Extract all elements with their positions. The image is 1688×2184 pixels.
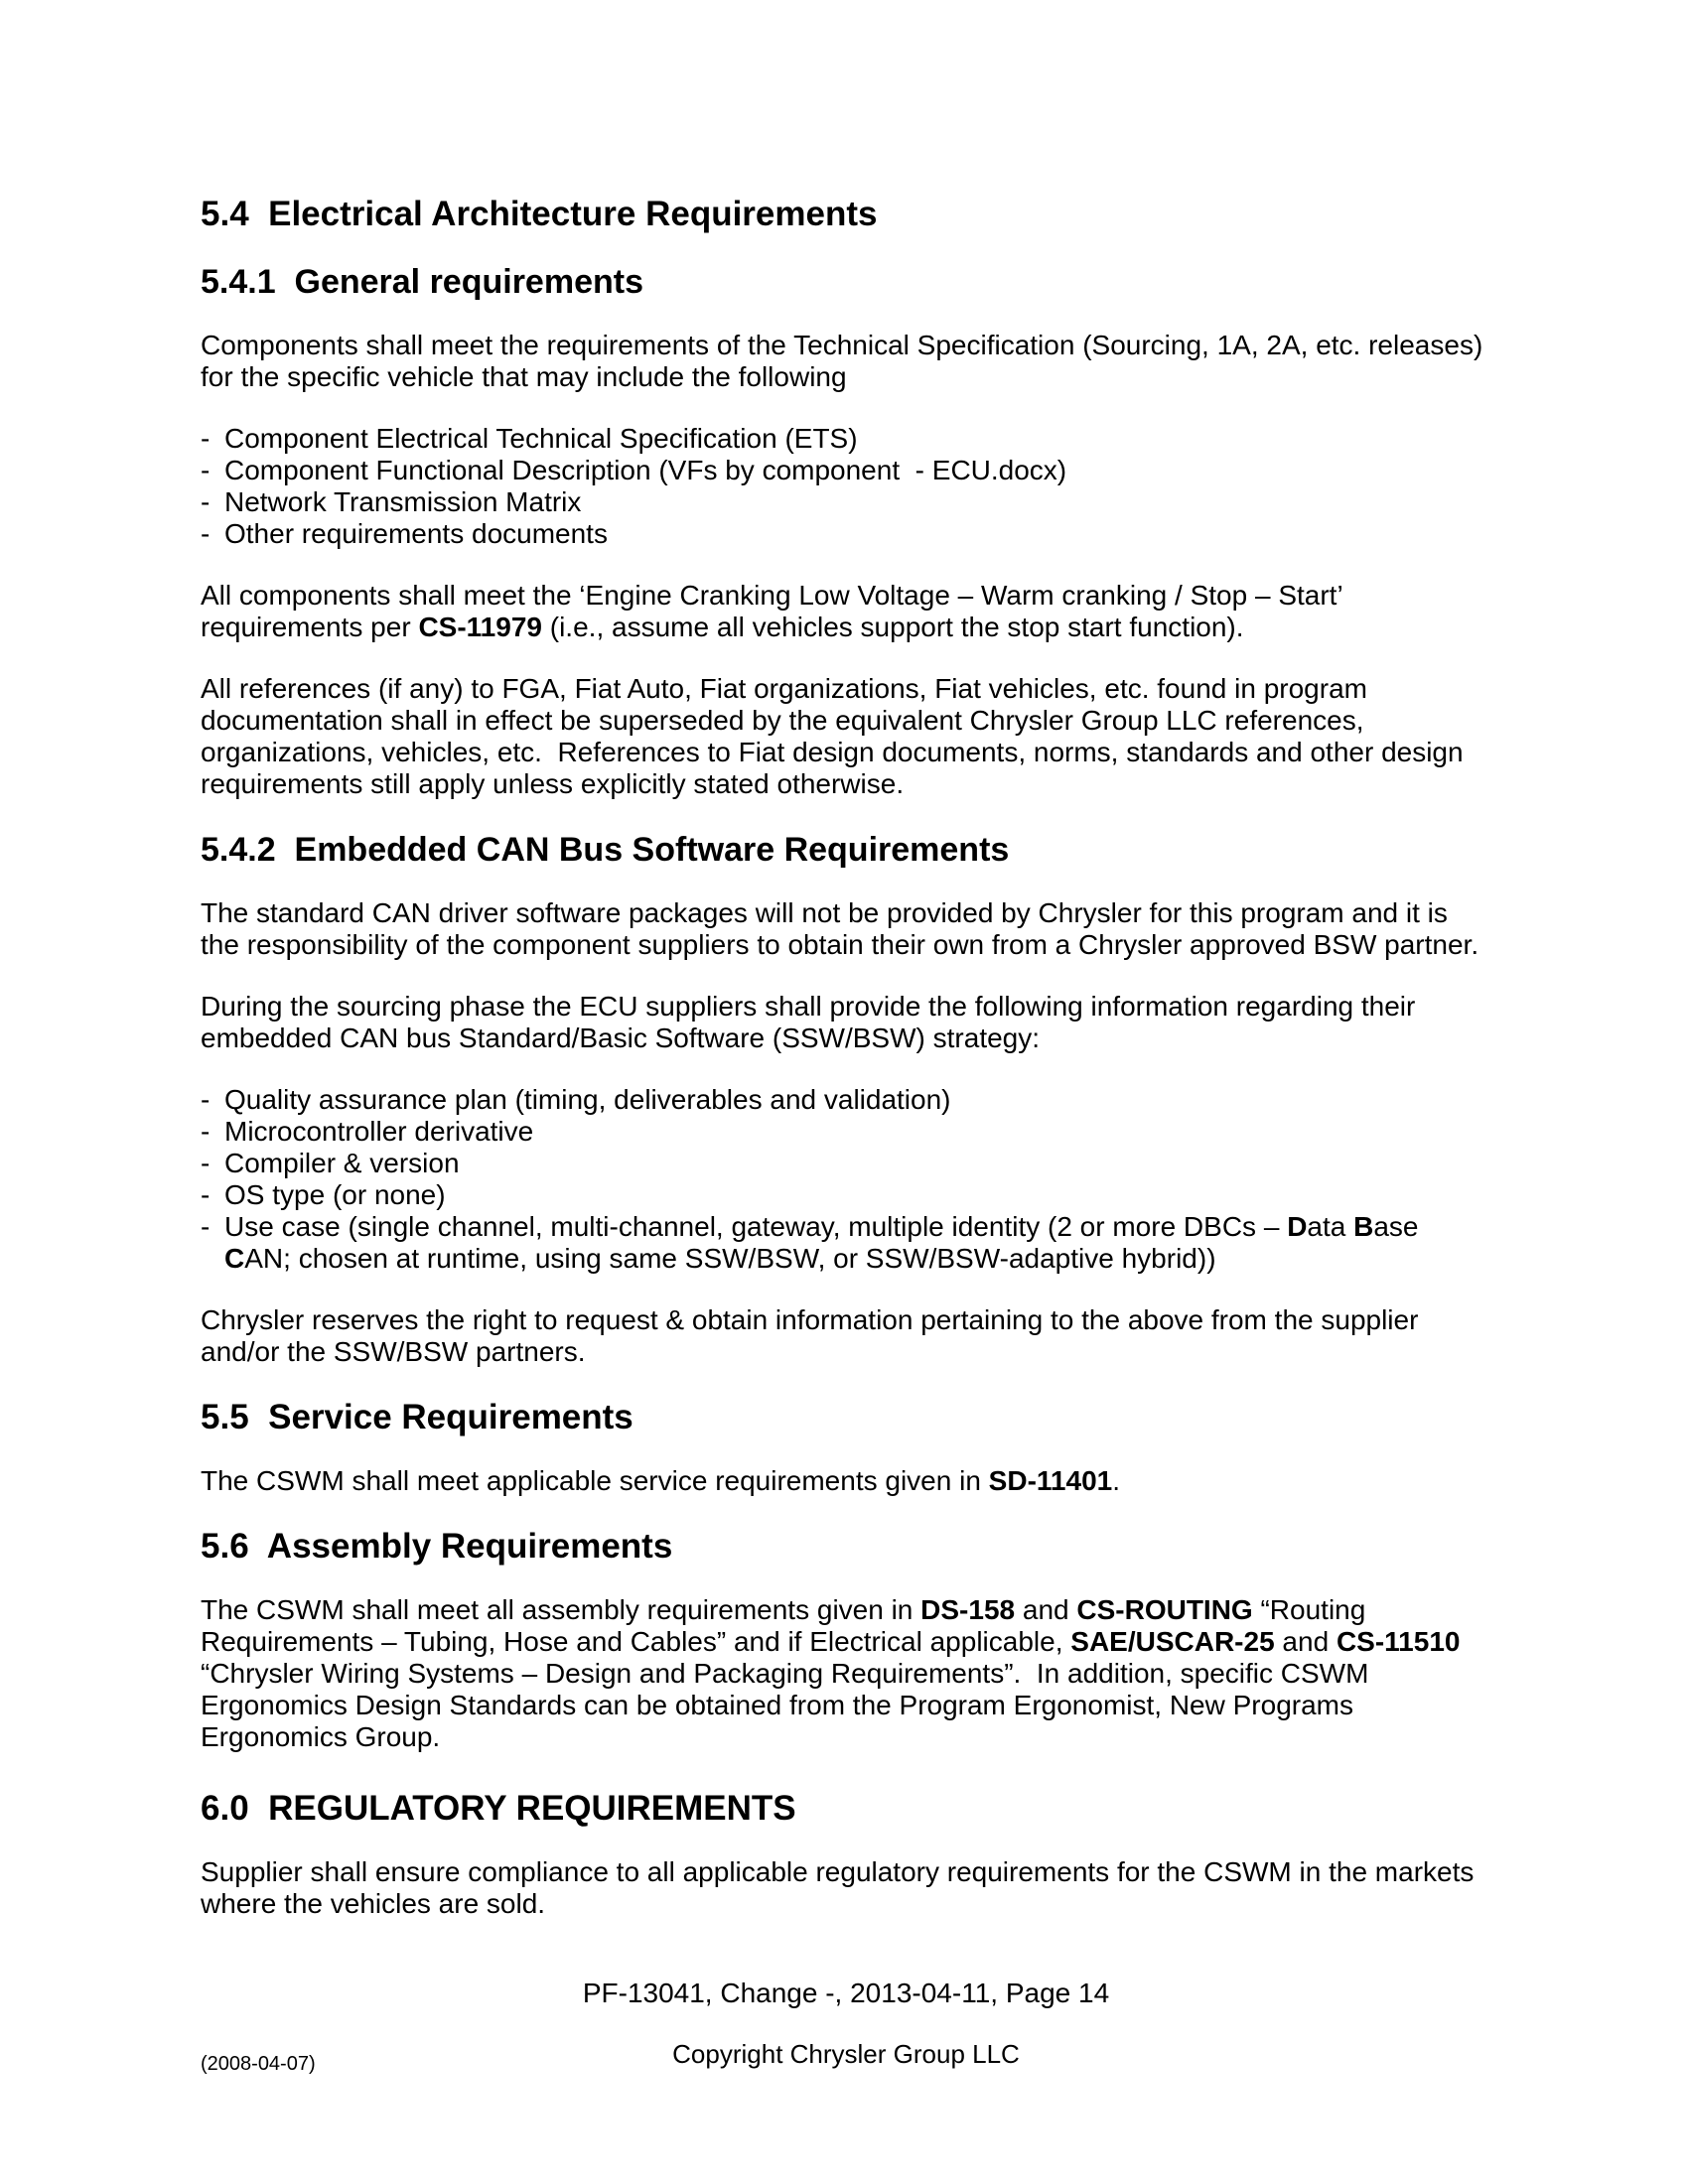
list-item [201,1084,1491,1116]
heading-5-4 [201,195,1491,234]
text-run: Network Transmission Matrix [224,486,582,517]
text-run: All components shall meet the ‘Engine Cranking Low Voltage – Warm cranking / Stop – Start’ requirements per [201,580,1350,642]
text-run: Other requirements documents [224,518,608,549]
bold-text-run: SAE/USCAR-25 [1070,1626,1275,1657]
text-run: OS type (or none) [224,1179,446,1210]
heading-5-4-1 [201,262,1491,302]
heading-5-4-2 [201,830,1491,870]
text-run: Component Functional Description (VFs by component - ECU.docx) [224,455,1067,485]
document-blocks [201,195,1491,1920]
list-item [201,455,1491,486]
list-ssw-bsw-strategy [201,1084,1491,1275]
text-run: “Routing Requirements – Tubing, Hose and Cables” and if Electrical applicable, [201,1594,1374,1657]
bold-text-run: 5.4 Electrical Architecture Requirements [201,195,878,233]
text-run: The standard CAN driver software packages will not be provided by Chrysler for this program and it is the responsibility of the component suppliers to obtain their own from a Chrysler approved BSW partner. [201,897,1479,960]
text-run: and [1274,1626,1336,1657]
text-run: The CSWM shall meet all assembly requirements given in [201,1594,921,1625]
footer-revision-date: (2008-04-07) [201,2053,316,2075]
heading-5-5 [201,1398,1491,1437]
text-run: Quality assurance plan (timing, deliverables and validation) [224,1084,951,1115]
text-run: (i.e., assume all vehicles support the stop start function). [541,612,1244,642]
bold-text-run: D [1287,1211,1308,1242]
bold-text-run: 5.4.1 General requirements [201,263,643,301]
para-sourcing-phase [201,991,1491,1054]
list-item [201,1179,1491,1211]
para-general-intro [201,330,1491,393]
text-run: Use case (single channel, multi-channel, gateway, multiple identity (2 or more DBCs – [224,1211,1288,1242]
text-run: ase [1373,1211,1427,1242]
text-run: Component Electrical Technical Specification (ETS) [224,423,858,454]
heading-5-6 [201,1527,1491,1567]
para-service [201,1465,1491,1497]
text-run: Supplier shall ensure compliance to all applicable regulatory requirements for the CSWM in the markets where the vehicles are sold. [201,1856,1482,1919]
bold-text-run: 5.6 Assembly Requirements [201,1527,673,1566]
para-fiat-references [201,673,1491,800]
document-body [201,195,1491,2075]
bold-text-run: 6.0 REGULATORY REQUIREMENTS [201,1789,796,1828]
text-run: AN; chosen at runtime, using same SSW/BSW, or SSW/BSW-adaptive hybrid)) [244,1243,1216,1274]
text-run: Compiler & version [224,1148,460,1178]
list-requirement-docs [201,423,1491,550]
bold-text-run: 5.5 Service Requirements [201,1398,633,1436]
text-run: Chrysler reserves the right to request & obtain information pertaining to the above from the supplier and/or the SSW/BSW partners. [201,1304,1427,1367]
text-run: Components shall meet the requirements of the Technical Specification (Sourcing, 1A, 2A, etc. releases) for the specific vehicle that may include the following [201,330,1491,392]
list-item [201,1148,1491,1179]
list-item [201,1211,1491,1275]
para-engine-cranking [201,580,1491,643]
para-can-driver [201,897,1491,961]
bold-text-run: CS-11979 [418,612,542,642]
footer-doc-id: PF-13041, Change -, 2013-04-11, Page 14 [582,1978,1110,2008]
list-item [201,1116,1491,1148]
bold-text-run: 5.4.2 Embedded CAN Bus Software Requirements [201,831,1010,869]
bold-text-run: CS-ROUTING [1076,1594,1253,1625]
bold-text-run: C [224,1243,245,1274]
para-chrysler-reserves [201,1304,1491,1368]
text-run: “Chrysler Wiring Systems – Design and Packaging Requirements”. In addition, specific CSWM Ergonomics Design Standards can be obtained from the Program Ergonomist, New Programs Ergonomics Group. [201,1626,1469,1752]
list-item [201,518,1491,550]
text-run: During the sourcing phase the ECU suppliers shall provide the following information regarding their embedded CAN bus Standard/Basic Software (SSW/BSW) strategy: [201,991,1424,1053]
bold-text-run: DS-158 [920,1594,1016,1625]
para-regulatory [201,1856,1491,1920]
list-item [201,486,1491,518]
footer-copyright: Copyright Chrysler Group LLC [672,2039,1020,2069]
list-item [201,423,1491,455]
heading-6-0 [201,1789,1491,1829]
bold-text-run: B [1353,1211,1374,1242]
bold-text-run: CS-11510 [1336,1626,1461,1657]
text-run: Microcontroller derivative [224,1116,534,1147]
para-assembly [201,1594,1491,1753]
text-run: . [1112,1465,1120,1496]
text-run: ata [1307,1211,1354,1242]
page-footer [201,1950,1491,2075]
text-run: and [1015,1594,1077,1625]
text-run: All references (if any) to FGA, Fiat Auto, Fiat organizations, Fiat vehicles, etc. found in program documentation shall in effect be superseded by the equivalent Chrysler Group LLC references, organizations, vehicles, etc. References to Fiat design documents, norms, standards and other design requirements still apply unless explicitly stated otherwise. [201,673,1472,799]
bold-text-run: SD-11401 [988,1465,1113,1496]
text-run: The CSWM shall meet applicable service requirements given in [201,1465,989,1496]
